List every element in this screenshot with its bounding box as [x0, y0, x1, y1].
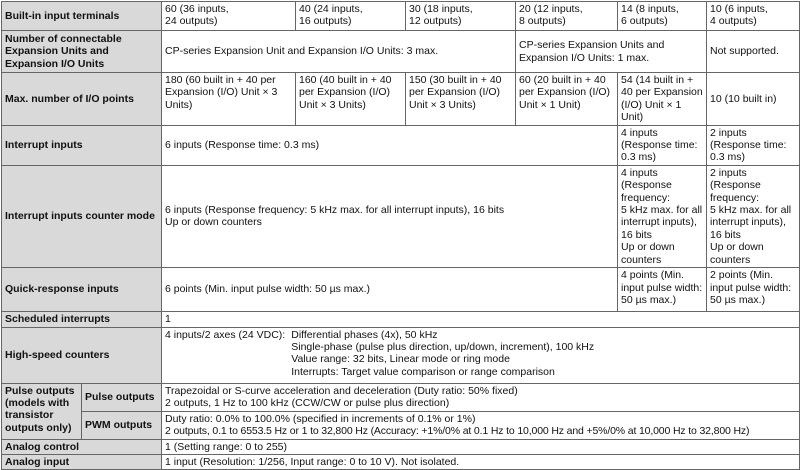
table-cell: 60 (20 built in + 40 per Expansion (I/O) Unit × 1 Unit)	[516, 73, 618, 126]
table-cell: 10 (6 inputs, 4 outputs)	[707, 2, 800, 31]
row-label: Interrupt inputs	[2, 125, 162, 165]
table-cell: CP-series Expansion Units and Expansion I/O Units: 1 max.	[516, 31, 707, 73]
table-cell: Not supported.	[707, 31, 800, 73]
table-cell: 2 inputs (Response time: 0.3 ms)	[707, 125, 800, 165]
pulse-line: 2 outputs, 1 Hz to 100 kHz (CCW/CW or pulse plus direction)	[165, 396, 450, 409]
table-cell: 2 inputs (Response frequency: 5 kHz max. for all interrupt inputs), 16 bits Up or down counters	[707, 165, 800, 267]
table-cell	[162, 327, 800, 383]
row-high-speed-counters	[2, 327, 800, 383]
row-label: High-speed counters	[2, 327, 162, 383]
table-cell: 4 points (Min. input pulse width: 50 µs max.)	[618, 268, 707, 312]
pulse-line: Trapezoidal or S-curve acceleration and deceleration (Duty ratio: 50% fixed)	[165, 384, 518, 397]
hsc-line: Interrupts: Target value comparison or range comparison	[291, 365, 555, 378]
row-interrupt-counter-mode	[2, 165, 800, 267]
hsc-line: Single-phase (pulse plus direction, up/down, increment), 100 kHz	[291, 340, 595, 353]
table-cell: 1	[162, 312, 800, 327]
row-analog-input	[2, 454, 800, 469]
hsc-line: Differential phases (4x), 50 kHz	[291, 328, 438, 341]
row-label: Quick-response inputs	[2, 268, 162, 312]
pwm-line: 2 outputs, 0.1 to 6553.5 Hz or 1 to 32,800 Hz (Accuracy: +1%/0% at 0.1 Hz to 10,000 Hz and +5%/0% at 10,000 Hz to 32,800 Hz)	[165, 424, 750, 437]
table-cell: 6 points (Min. input pulse width: 50 µs max.)	[162, 268, 618, 312]
table-cell: 20 (12 inputs, 8 outputs)	[516, 2, 618, 31]
table-cell: 180 (60 built in + 40 per Expansion (I/O) Unit × 3 Units)	[162, 73, 296, 126]
row-label: Max. number of I/O points	[2, 73, 162, 126]
row-label: Number of connectable Expansion Units and Expansion I/O Units	[2, 31, 162, 73]
table-cell: 54 (14 built in + 40 per Expansion (I/O) Unit × 1 Unit)	[618, 73, 707, 126]
row-label: Interrupt inputs counter mode	[2, 165, 162, 267]
table-cell: 2 points (Min. input pulse width: 50 µs max.)	[707, 268, 800, 312]
table-cell: 6 inputs (Response frequency: 5 kHz max. for all interrupt inputs), 16 bits Up or down counters	[162, 165, 618, 267]
pwm-line: Duty ratio: 0.0% to 100.0% (specified in increments of 0.1% or 1%)	[165, 412, 476, 425]
hsc-line: Value range: 32 bits, Linear mode or ring mode	[291, 353, 510, 366]
table-cell: 6 inputs (Response time: 0.3 ms)	[162, 125, 618, 165]
row-pulse-outputs	[2, 383, 800, 411]
row-sublabel: PWM outputs	[82, 411, 162, 439]
table-cell	[162, 411, 800, 439]
table-cell: 40 (24 inputs, 16 outputs)	[296, 2, 406, 31]
table-cell	[162, 383, 800, 411]
row-quick-response	[2, 268, 800, 312]
table-cell: 14 (8 inputs, 6 outputs)	[618, 2, 707, 31]
row-label: Scheduled interrupts	[2, 312, 162, 327]
table-cell: CP-series Expansion Unit and Expansion I/O Units: 3 max.	[162, 31, 516, 73]
row-scheduled-interrupts	[2, 312, 800, 327]
row-pwm-outputs	[2, 411, 800, 439]
row-max-io-points	[2, 73, 800, 126]
table-cell: 150 (30 built in + 40 per Expansion (I/O) Unit × 3 Units)	[406, 73, 516, 126]
hsc-detail	[165, 329, 594, 379]
table-cell: 10 (10 built in)	[707, 73, 800, 126]
table-cell: 60 (36 inputs, 24 outputs)	[162, 2, 296, 31]
row-label: Analog input	[2, 454, 162, 469]
table-cell: 160 (40 built in + 40 per Expansion (I/O) Unit × 3 Units)	[296, 73, 406, 126]
table-cell: 30 (18 inputs, 12 outputs)	[406, 2, 516, 31]
row-label: Pulse outputs (models with transistor outputs only)	[2, 383, 82, 439]
table-cell: 4 inputs (Response time: 0.3 ms)	[618, 125, 707, 165]
row-label: Analog control	[2, 439, 162, 454]
table-cell: 1 (Setting range: 0 to 255)	[162, 439, 800, 454]
table-cell: 1 input (Resolution: 1/256, Input range: 0 to 10 V). Not isolated.	[162, 454, 800, 469]
row-interrupt-inputs	[2, 125, 800, 165]
hsc-lead: 4 inputs/2 axes (24 VDC):	[165, 328, 286, 341]
row-builtin-inputs	[2, 2, 800, 31]
specifications-table	[1, 1, 800, 470]
table-cell: 4 inputs (Response frequency: 5 kHz max. for all interrupt inputs), 16 bits Up or down counters	[618, 165, 707, 267]
row-expansion-units	[2, 31, 800, 73]
row-analog-control	[2, 439, 800, 454]
row-sublabel: Pulse outputs	[82, 383, 162, 411]
row-label: Built-in input terminals	[2, 2, 162, 31]
